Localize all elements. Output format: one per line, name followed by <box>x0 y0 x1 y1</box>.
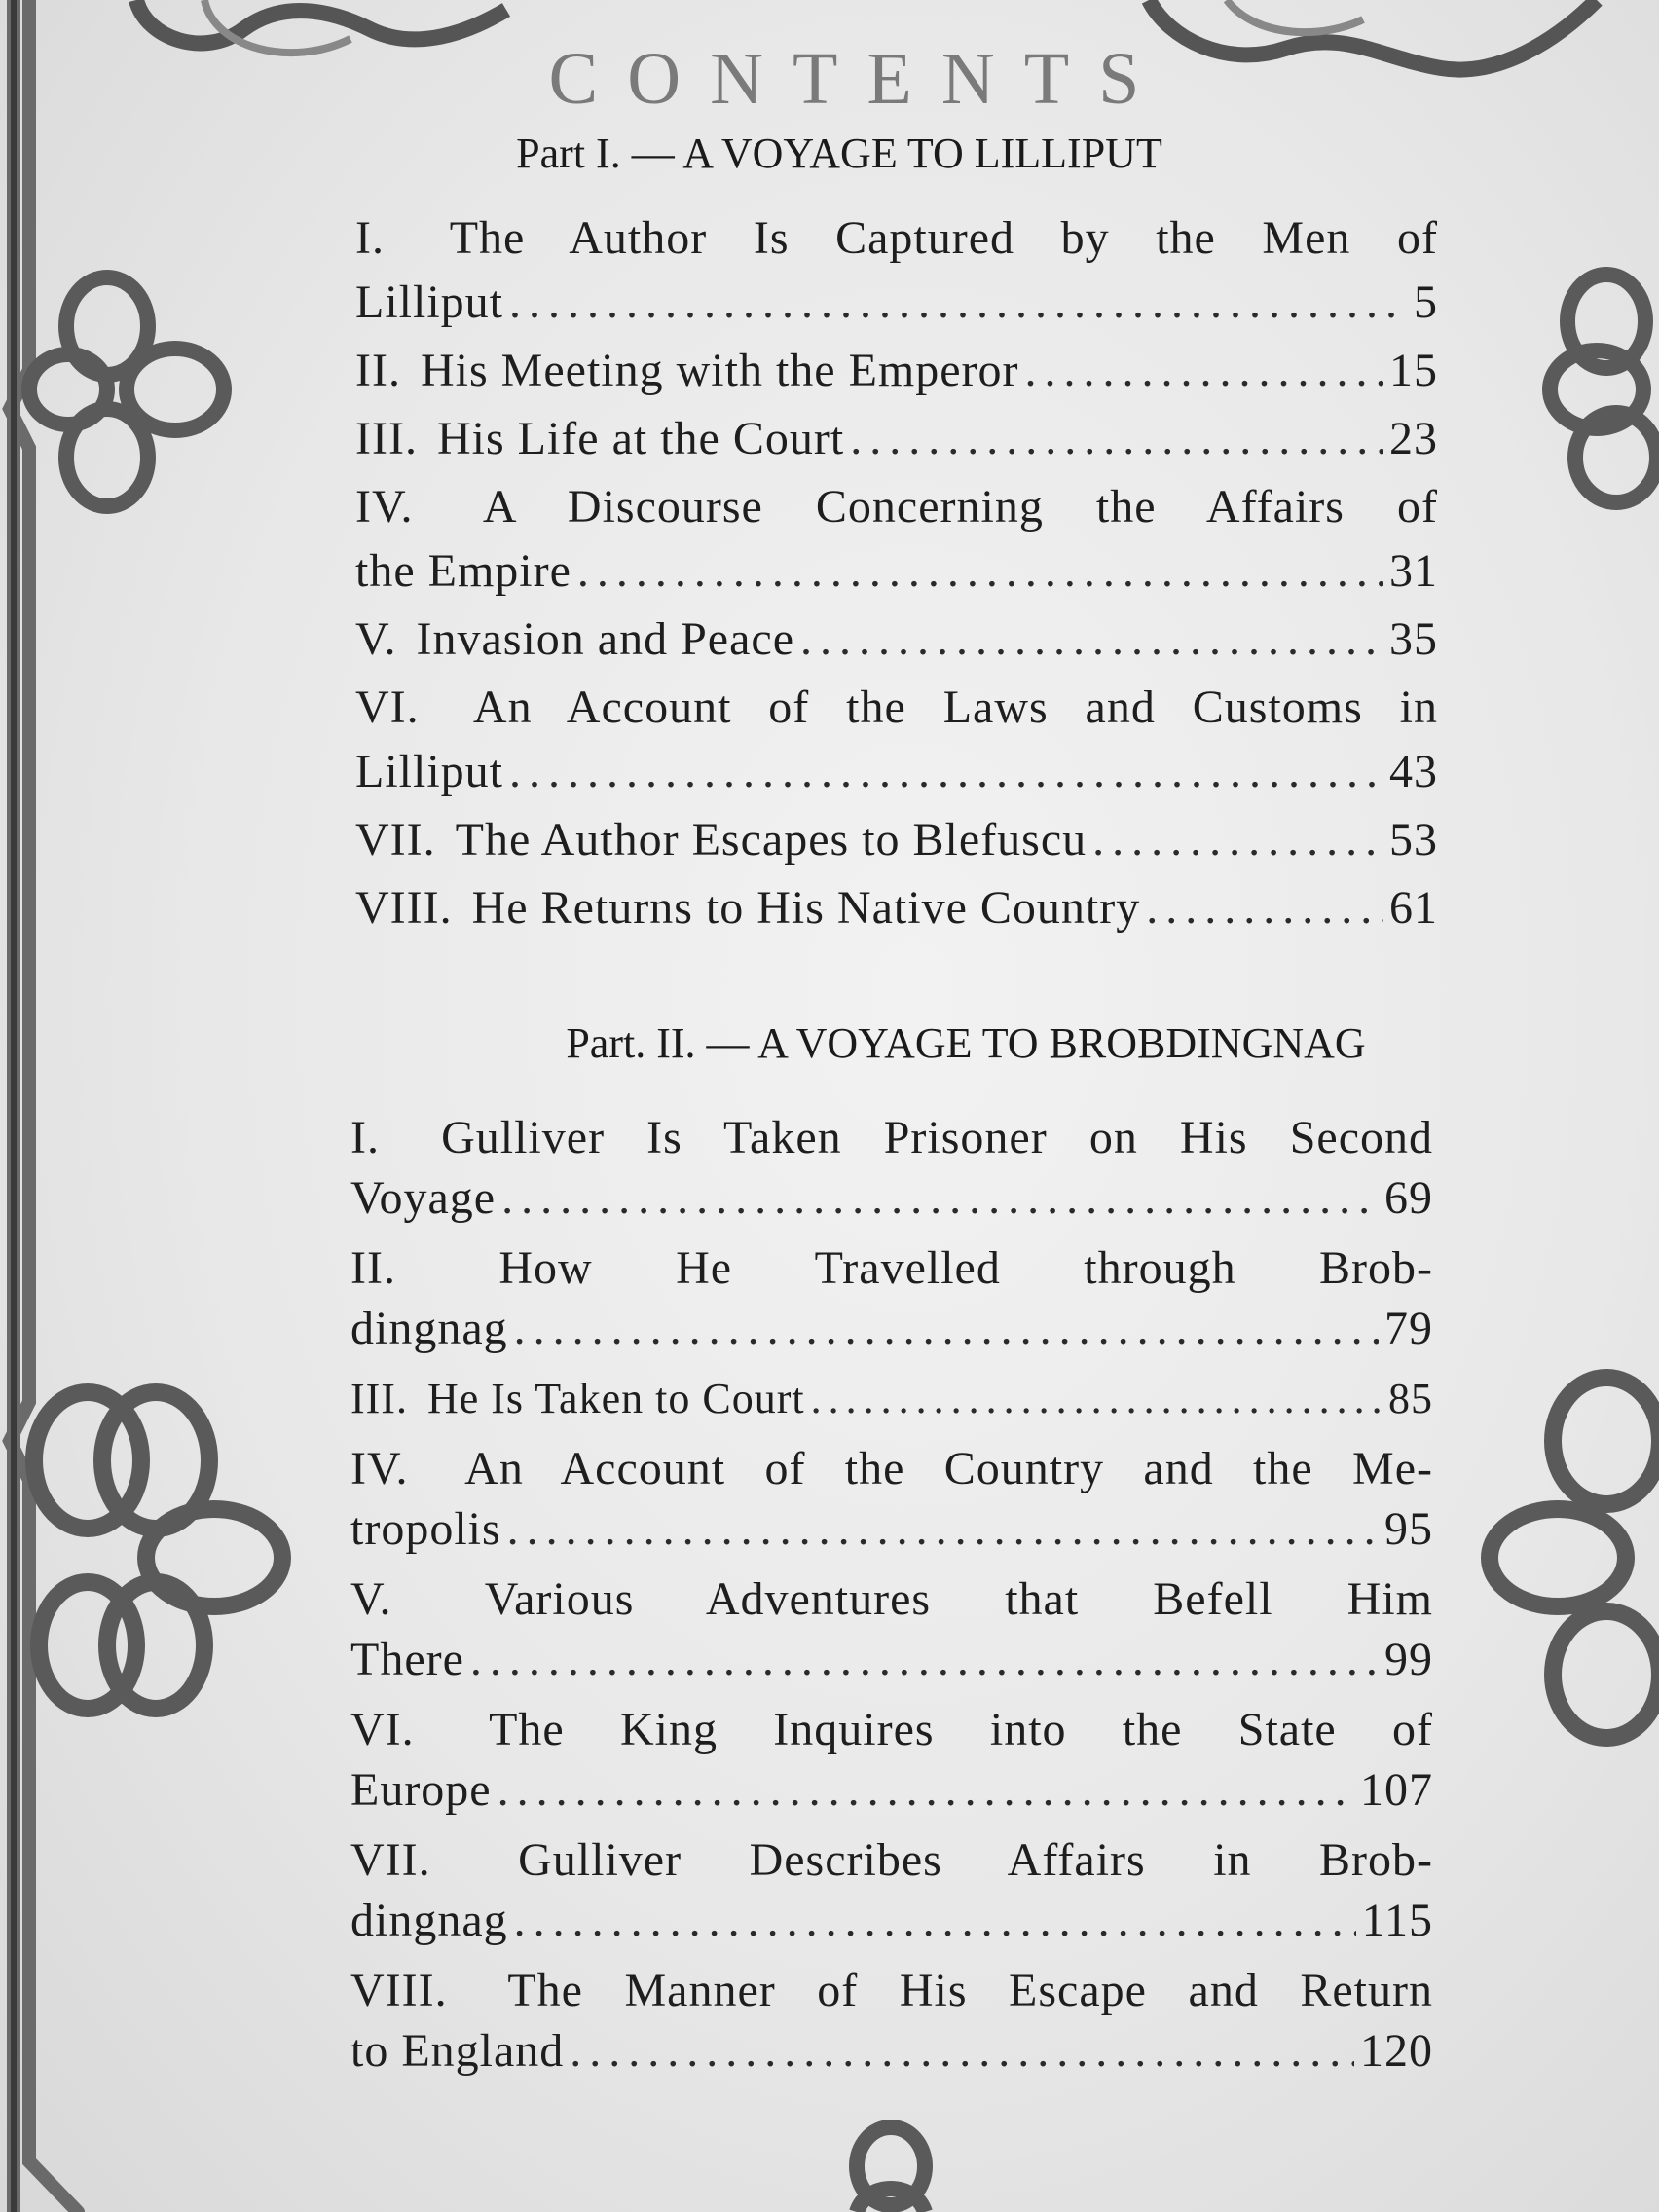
chapter-title: His Life at the Court <box>436 413 845 464</box>
leader-dots <box>811 1369 1382 1429</box>
chapter-title-line-1: An Account of the Country and the Me- <box>464 1443 1433 1494</box>
page-number: 61 <box>1389 882 1438 934</box>
part-2-contents <box>350 1108 1433 2091</box>
leader-dots <box>514 1891 1356 1951</box>
page-number: 99 <box>1384 1634 1433 1685</box>
part-1-heading: Part I. — A VOYAGE TO LILLIPUT <box>516 129 1162 177</box>
leader-dots <box>509 271 1408 335</box>
leader-dots <box>850 407 1383 471</box>
chapter-title-line-1: An Account of the Laws and Customs in <box>472 682 1439 733</box>
chapter-number: III. <box>355 413 418 464</box>
chapter-title: His Meeting with the Emperor <box>420 345 1019 396</box>
toc-entry[interactable] <box>355 676 1438 804</box>
leader-dots <box>577 539 1383 604</box>
chapter-number: VI. <box>350 1704 415 1755</box>
toc-entry[interactable] <box>355 876 1438 940</box>
leader-dots <box>570 2021 1354 2082</box>
page-number: 31 <box>1389 545 1438 597</box>
chapter-title-line-2: Lilliput <box>355 746 503 797</box>
chapter-title: He Is Taken to Court <box>426 1375 805 1422</box>
chapter-number: I. <box>350 1112 380 1163</box>
leader-dots <box>514 1299 1379 1359</box>
chapter-title: The Author Escapes to Blefuscu <box>455 814 1088 866</box>
toc-entry[interactable] <box>355 339 1438 403</box>
page-number: 79 <box>1384 1303 1433 1354</box>
chapter-title-line-1: The Author Is Captured by the Men of <box>449 212 1438 264</box>
chapter-title-line-2: There <box>350 1634 464 1685</box>
chapter-number: III. <box>350 1375 408 1422</box>
toc-entry[interactable] <box>350 1700 1433 1821</box>
chapter-number: V. <box>350 1573 392 1625</box>
chapter-title-line-1: Various Adventures that Befell Him <box>484 1573 1433 1625</box>
leader-dots <box>1092 808 1383 872</box>
page-number: 107 <box>1360 1764 1433 1816</box>
leader-dots <box>470 1630 1379 1690</box>
chapter-title-line-1: The Manner of His Escape and Return <box>507 1965 1434 2016</box>
page-number: 95 <box>1384 1503 1433 1555</box>
chapter-number: II. <box>350 1242 396 1294</box>
toc-entry[interactable] <box>350 1369 1433 1429</box>
part-1-contents <box>355 206 1438 944</box>
chapter-title-line-1: Gulliver Is Taken Prisoner on His Second <box>441 1112 1434 1163</box>
toc-entry[interactable] <box>350 1569 1433 1690</box>
toc-entry[interactable] <box>350 1108 1433 1229</box>
right-lower-knot <box>1490 1378 1659 1738</box>
chapter-number: VII. <box>355 814 436 866</box>
page-number: 5 <box>1414 276 1438 328</box>
leader-dots <box>501 1168 1379 1229</box>
chapter-title-line-1: A Discourse Concerning the Affairs of <box>482 481 1438 533</box>
toc-entry[interactable] <box>355 475 1438 604</box>
left-upper-knot <box>29 277 224 506</box>
page-number: 69 <box>1384 1172 1433 1224</box>
chapter-title-line-2: tropolis <box>350 1503 501 1555</box>
chapter-title-line-2: Lilliput <box>355 276 503 328</box>
leader-dots <box>498 1760 1354 1821</box>
chapter-number: VII. <box>350 1834 431 1886</box>
chapter-number: IV. <box>355 481 414 533</box>
page-number: 115 <box>1361 1895 1433 1946</box>
page-number: 120 <box>1360 2025 1433 2077</box>
chapter-title-line-2: Europe <box>350 1764 492 1816</box>
leader-dots <box>1146 876 1383 940</box>
toc-entry[interactable] <box>350 1238 1433 1359</box>
toc-entry[interactable] <box>350 1439 1433 1560</box>
bottom-center-knot <box>857 2127 925 2212</box>
toc-entry[interactable] <box>355 206 1438 335</box>
chapter-title-line-2: the Empire <box>355 545 571 597</box>
part-2-heading: Part. II. — A VOYAGE TO BROBDINGNAG <box>566 1019 1366 1067</box>
chapter-number: IV. <box>350 1443 409 1494</box>
toc-entry[interactable] <box>355 407 1438 471</box>
leader-dots <box>507 1499 1379 1560</box>
chapter-title-line-1: Gulliver Describes Affairs in Brob- <box>518 1834 1433 1886</box>
left-lower-knot <box>34 1392 282 1709</box>
chapter-title-line-1: How He Travelled through Brob- <box>498 1242 1434 1294</box>
toc-entry[interactable] <box>355 608 1438 672</box>
page-title: CONTENTS <box>548 38 1169 120</box>
chapter-title-line-2: Voyage <box>350 1172 497 1224</box>
chapter-title-line-1: The King Inquires into the State of <box>489 1704 1433 1755</box>
chapter-number: II. <box>355 345 401 396</box>
leader-dots <box>800 608 1383 672</box>
chapter-title: Invasion and Peace <box>416 613 795 665</box>
page-number: 53 <box>1389 814 1438 866</box>
toc-entry[interactable] <box>350 1961 1433 2082</box>
chapter-number: VIII. <box>350 1965 448 2016</box>
page-number: 23 <box>1389 413 1438 464</box>
page-number: 43 <box>1389 746 1438 797</box>
chapter-number: V. <box>355 613 397 665</box>
page-number: 15 <box>1389 345 1438 396</box>
toc-entry[interactable] <box>350 1830 1433 1951</box>
chapter-title-line-2: dingnag <box>350 1895 508 1946</box>
chapter-title: He Returns to His Native Country <box>471 882 1141 934</box>
chapter-number: I. <box>355 212 385 264</box>
leader-dots <box>1025 339 1383 403</box>
chapter-title-line-2: dingnag <box>350 1303 508 1354</box>
chapter-number: VI. <box>355 682 420 733</box>
toc-entry[interactable] <box>355 808 1438 872</box>
right-upper-knot <box>1550 275 1657 502</box>
page-number: 85 <box>1388 1375 1433 1422</box>
chapter-title-line-2: to England <box>350 2025 565 2077</box>
leader-dots <box>509 740 1383 804</box>
page-number: 35 <box>1389 613 1438 665</box>
chapter-number: VIII. <box>355 882 453 934</box>
